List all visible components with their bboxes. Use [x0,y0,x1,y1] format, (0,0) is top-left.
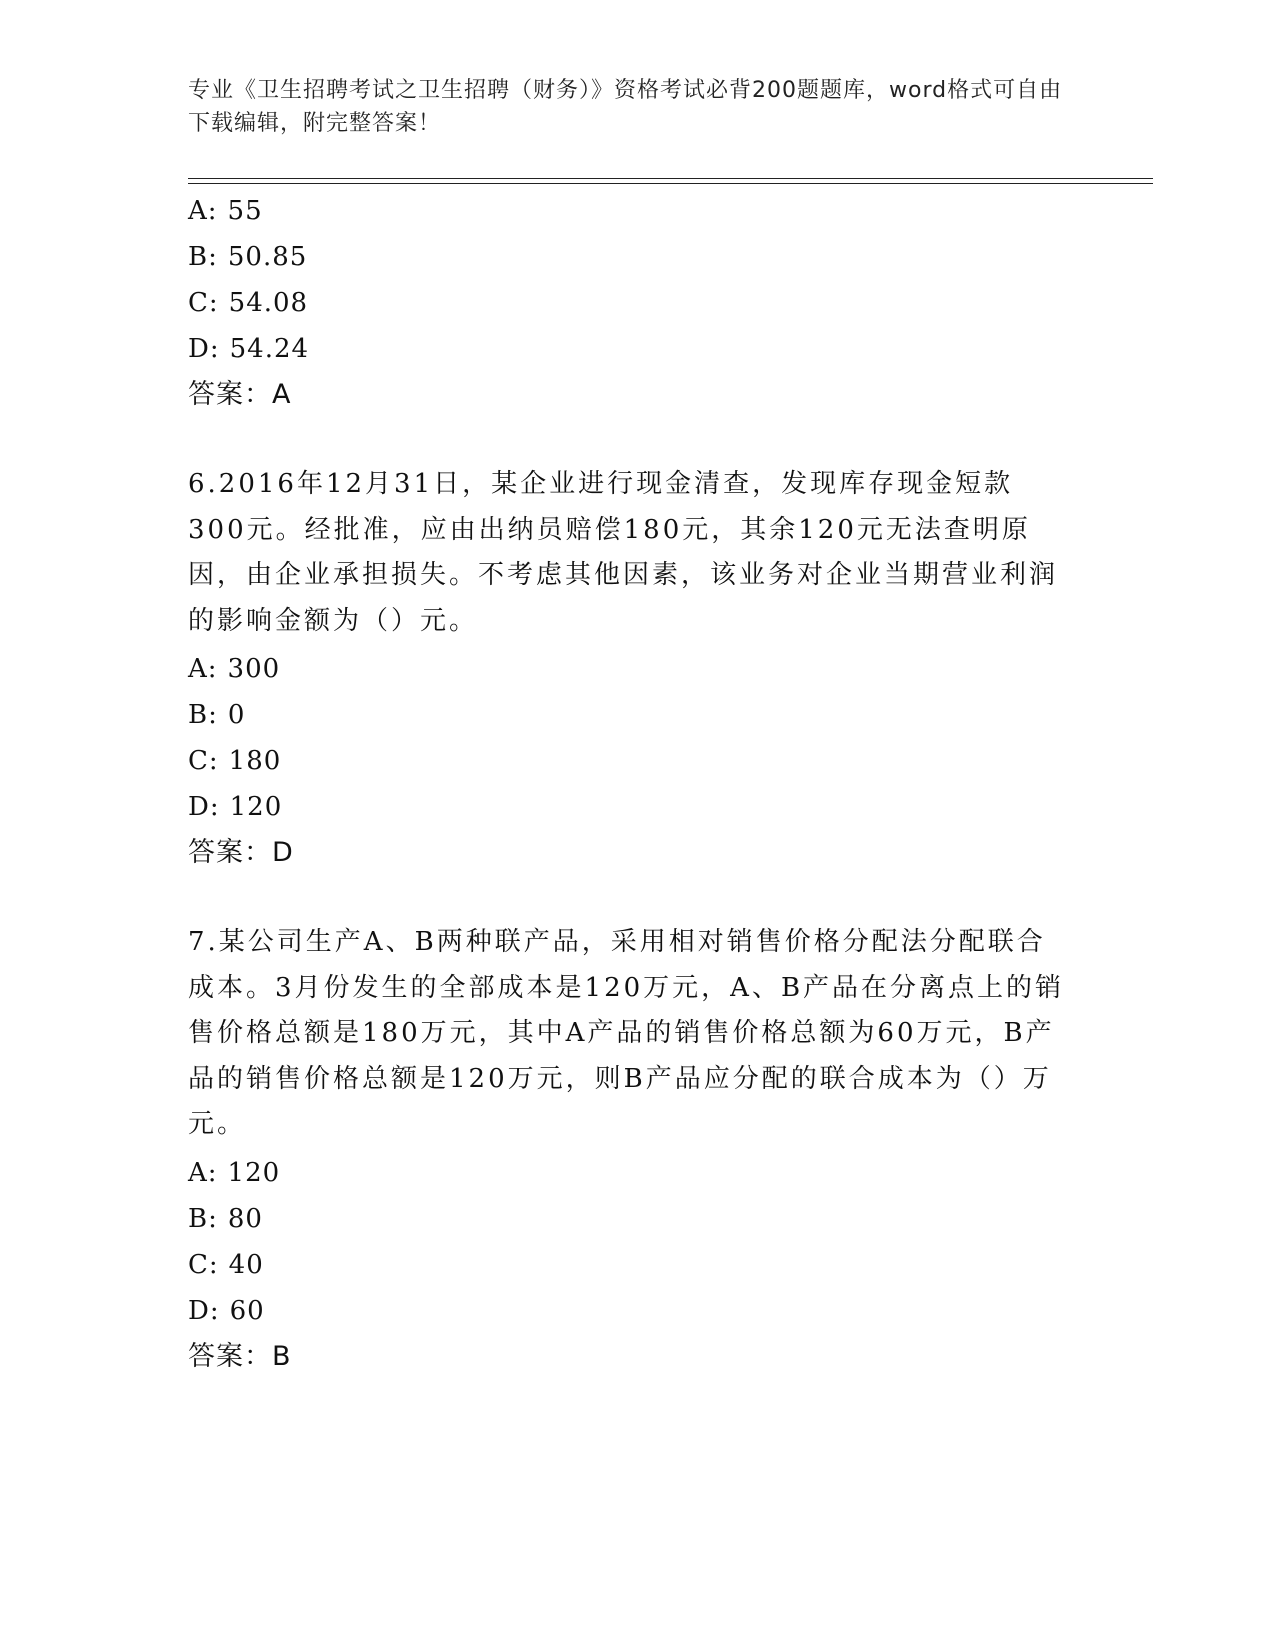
option-a: A: 120 [188,1157,281,1188]
question-content [188,188,1088,1380]
question-text: 6.2016年12月31日，某企业进行现金清查，发现库存现金短款300元。经批准，应由出纳员赔偿180元，其余120元无法查明原因，由企业承担损失。不考虑其他因素，该业务对企业当期营业利润的影响金额为（）元。 [188,469,1059,636]
option-d: D: 54.24 [188,334,310,364]
answer-line: 答案：B [188,1340,292,1372]
option-c: C: 54.08 [188,288,309,318]
answer-line: 答案：D [188,837,294,868]
header-rule [188,183,1153,184]
answer-line: 答案：A [188,379,292,410]
option-a: A: 55 [188,196,263,226]
option-b: B: 0 [188,700,246,730]
option-d: D: 60 [188,1295,265,1326]
option-a: A: 300 [188,654,281,684]
document-header: 专业《卫生招聘考试之卫生招聘（财务）》资格考试必背200题题库，word格式可自由下载编辑，附完整答案！ [188,78,1063,136]
option-b: B: 80 [188,1203,263,1234]
question-text: 7.某公司生产A、B两种联产品，采用相对销售价格分配法分配联合成本。3月份发生的全部成本是120万元，A、B产品在分离点上的销售价格总额是180万元，其中A产品的销售价格总额为60万元，B产品的销售价格总额是120万元，则B产品应分配的联合成本为（）万元。 [188,927,1065,1139]
option-d: D: 120 [188,792,283,822]
header-rule [188,178,1153,179]
option-b: B: 50.85 [188,242,308,272]
option-c: C: 40 [188,1249,264,1280]
option-c: C: 180 [188,746,282,776]
